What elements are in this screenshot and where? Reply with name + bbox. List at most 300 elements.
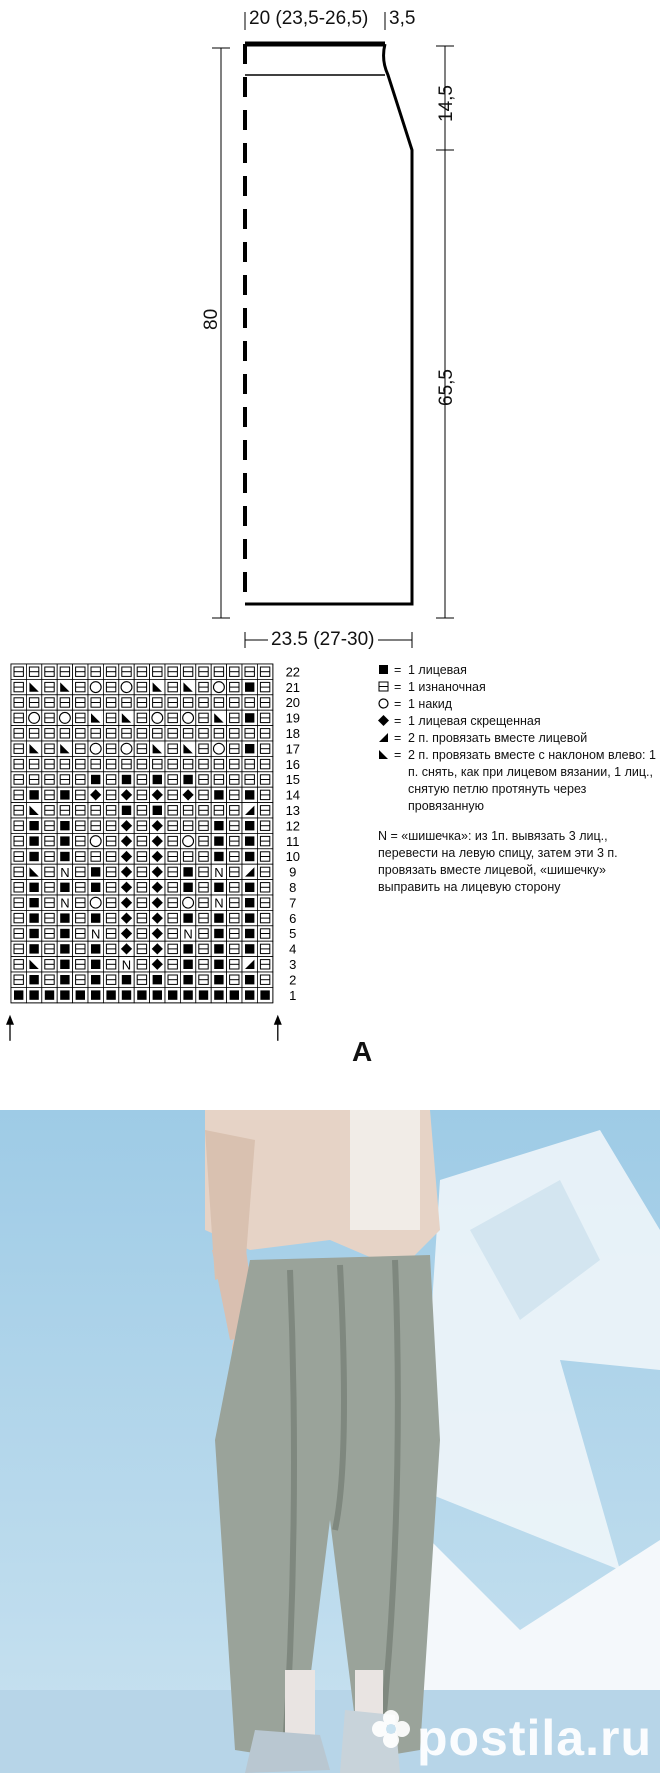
skirt-photo <box>0 1110 660 1773</box>
chart-cell <box>242 679 257 694</box>
chart-cell <box>11 864 26 879</box>
chart-cell <box>227 741 242 756</box>
chart-cell <box>57 880 72 895</box>
chart-cell <box>150 833 165 848</box>
chart-cell <box>196 957 211 972</box>
chart-cell <box>73 849 88 864</box>
chart-cell <box>119 941 134 956</box>
chart-cell <box>11 772 26 787</box>
row-number: 6 <box>289 910 297 926</box>
chart-cell <box>42 756 57 771</box>
chart-cell <box>88 787 103 802</box>
chart-cell <box>150 849 165 864</box>
chart-cell <box>57 941 72 956</box>
legend-item <box>376 730 658 747</box>
legend-item <box>376 696 658 713</box>
chart-cell <box>257 803 272 818</box>
chart-cell <box>11 710 26 725</box>
chart-cell <box>11 987 26 1002</box>
chart-cell <box>88 910 103 925</box>
chart-cell <box>227 880 242 895</box>
chart-cell <box>211 664 226 679</box>
chart-cell <box>11 895 26 910</box>
chart-cell <box>196 849 211 864</box>
legend-equals: = <box>394 697 402 711</box>
chart-cell <box>119 880 134 895</box>
chart-cell <box>103 910 118 925</box>
chart-cell <box>103 895 118 910</box>
chart-cell <box>257 910 272 925</box>
row-number: 18 <box>285 726 301 741</box>
chart-cell <box>180 726 195 741</box>
chart-cell <box>227 772 242 787</box>
chart-cell <box>180 756 195 771</box>
chart-cell <box>42 957 57 972</box>
chart-cell <box>119 803 134 818</box>
chart-cell <box>257 895 272 910</box>
chart-cell <box>134 833 149 848</box>
chart-cell <box>57 726 72 741</box>
chart-cell <box>196 726 211 741</box>
chart-cell <box>150 987 165 1002</box>
chart-cell <box>257 664 272 679</box>
chart-cell <box>180 849 195 864</box>
chart-cell <box>211 726 226 741</box>
chart-cell <box>211 987 226 1002</box>
chart-cell <box>165 710 180 725</box>
chart-cell <box>103 679 118 694</box>
chart-cell <box>26 880 41 895</box>
chart-cell <box>26 756 41 771</box>
chart-cell <box>227 756 242 771</box>
diamond-icon <box>376 713 394 728</box>
chart-cell <box>211 849 226 864</box>
chart-cell <box>211 818 226 833</box>
chart-cell <box>57 710 72 725</box>
chart-cell <box>257 833 272 848</box>
chart-cell <box>26 679 41 694</box>
chart-cell <box>227 833 242 848</box>
svg-text:N: N <box>60 864 70 880</box>
chart-cell <box>211 957 226 972</box>
chart-cell <box>196 818 211 833</box>
chart-cell <box>257 679 272 694</box>
chart-cell <box>211 972 226 987</box>
chart-cell <box>227 787 242 802</box>
chart-cell <box>211 695 226 710</box>
chart-cell <box>42 726 57 741</box>
chart-cell <box>57 849 72 864</box>
chart-cell <box>42 972 57 987</box>
chart-cell <box>150 710 165 725</box>
chart-cell <box>11 833 26 848</box>
chart-cell <box>88 941 103 956</box>
chart-cell <box>227 664 242 679</box>
row-number: 9 <box>289 864 297 880</box>
chart-cell <box>119 864 134 879</box>
taper-height-label: 14,5 <box>436 85 457 122</box>
chart-cell <box>242 987 257 1002</box>
chart-cell <box>119 957 134 973</box>
chart-cell <box>26 833 41 848</box>
chart-cell <box>257 726 272 741</box>
chart-cell <box>88 957 103 972</box>
chart-cell <box>257 756 272 771</box>
chart-cell <box>73 941 88 956</box>
chart-cell <box>57 987 72 1002</box>
chart-cell <box>134 972 149 987</box>
chart-cell <box>88 803 103 818</box>
chart-cell <box>57 803 72 818</box>
chart-cell <box>11 679 26 694</box>
chart-cell <box>180 710 195 725</box>
chart-cell <box>119 679 134 694</box>
chart-cell <box>196 895 211 910</box>
chart-cell <box>73 895 88 910</box>
chart-cell <box>42 695 57 710</box>
bottom-width-label: 23.5 (27-30) <box>268 629 378 651</box>
row-number: 7 <box>289 895 297 911</box>
chart-cell <box>73 726 88 741</box>
chart-cell <box>257 941 272 956</box>
chart-cell <box>26 926 41 941</box>
chart-cell <box>57 756 72 771</box>
chart-cell <box>42 880 57 895</box>
chart-cell <box>180 895 195 910</box>
chart-cell <box>11 926 26 941</box>
chart-cell <box>242 926 257 941</box>
chart-cell <box>242 756 257 771</box>
chart-cell <box>103 710 118 725</box>
chart-cell <box>11 664 26 679</box>
chart-cell <box>11 849 26 864</box>
chart-cell <box>134 664 149 679</box>
legend-text: 2 п. провязать вместе лицевой <box>408 731 588 745</box>
row-number: 11 <box>286 833 300 849</box>
chart-cell <box>180 772 195 787</box>
chart-cell <box>119 741 134 756</box>
chart-cell <box>134 957 149 972</box>
chart-cell <box>26 726 41 741</box>
chart-cell <box>11 756 26 771</box>
chart-cell <box>42 818 57 833</box>
chart-cell <box>165 772 180 787</box>
chart-cell <box>88 864 103 879</box>
legend-text: 1 изнаночная <box>408 680 486 694</box>
chart-cell <box>242 880 257 895</box>
chart-cell <box>26 741 41 756</box>
chart-cell <box>150 741 165 756</box>
chart-cell <box>42 849 57 864</box>
bobble-note: N = «шишечка»: из 1п. вывязать 3 лиц., перевести на левую спицу, затем эти 3 п. провязать вместе лицевой, «шишечку» выправить на лицевую сторону <box>378 829 618 894</box>
legend <box>376 662 658 815</box>
chart-cell <box>11 803 26 818</box>
chart-cell <box>196 772 211 787</box>
chart-cell <box>150 803 165 818</box>
chart-cell <box>257 772 272 787</box>
chart-cell <box>119 756 134 771</box>
chart-cell <box>180 957 195 972</box>
row-number: 4 <box>289 941 297 957</box>
watermark <box>371 1709 652 1767</box>
chart-cell <box>119 910 134 925</box>
chart-cell <box>11 787 26 802</box>
chart-cell <box>150 772 165 787</box>
skirt-schematic <box>0 0 660 650</box>
chart-cell <box>103 803 118 818</box>
chart-cell <box>119 772 134 787</box>
chart-cell <box>42 941 57 956</box>
chart-cell <box>103 741 118 756</box>
chart-cell <box>242 864 257 879</box>
chart-cell <box>42 910 57 925</box>
chart-cell <box>26 864 41 879</box>
chart-cell <box>227 926 242 941</box>
top-side-label: 3,5 <box>389 8 416 29</box>
chart-cell <box>257 849 272 864</box>
chart-cell <box>57 864 72 880</box>
chart-cell <box>211 910 226 925</box>
chart-cell <box>26 972 41 987</box>
chart-cell <box>150 941 165 956</box>
chart-cell <box>26 803 41 818</box>
chart-cell <box>211 772 226 787</box>
chart-cell <box>134 695 149 710</box>
chart-cell <box>134 756 149 771</box>
chart-cell <box>150 880 165 895</box>
chart-cell <box>211 803 226 818</box>
chart-cell <box>119 972 134 987</box>
chart-cell <box>119 849 134 864</box>
chart-cell <box>11 726 26 741</box>
arrow-up-icon <box>6 1015 14 1041</box>
chart-cell <box>180 910 195 925</box>
chart-cell <box>42 987 57 1002</box>
chart-cell <box>165 803 180 818</box>
legend-text: 2 п. провязать вместе с наклоном влево: 1 п. снять, как при лицевом вязании, 1 лиц., снятую петлю протянуть через провязанную <box>408 748 656 813</box>
row-number: 14 <box>285 787 301 803</box>
chart-cell <box>26 849 41 864</box>
chart-cell <box>257 818 272 833</box>
chart-cell <box>242 772 257 787</box>
chart-cell <box>57 818 72 833</box>
chart-cell <box>242 787 257 802</box>
chart-cell <box>180 695 195 710</box>
chart-cell <box>196 972 211 987</box>
chart-cell <box>103 972 118 987</box>
row-number: 2 <box>289 972 297 988</box>
chart-cell <box>150 695 165 710</box>
chart-cell <box>134 849 149 864</box>
row-number: 5 <box>289 926 297 942</box>
legend-equals: = <box>394 680 402 694</box>
chart-cell <box>88 679 103 694</box>
chart-cell <box>196 679 211 694</box>
chart-cell <box>227 849 242 864</box>
chart-cell <box>88 926 103 942</box>
chart-cell <box>42 895 57 910</box>
chart-cell <box>57 926 72 941</box>
chart-cell <box>196 803 211 818</box>
legend-item <box>376 679 658 696</box>
row-number: 13 <box>285 803 301 818</box>
chart-cell <box>73 772 88 787</box>
legend-text: 1 накид <box>408 697 453 711</box>
triangle-right-icon <box>376 730 394 745</box>
chart-cell <box>242 833 257 848</box>
chart-cell <box>257 957 272 972</box>
chart-cell <box>211 787 226 802</box>
row-number: 1 <box>289 987 297 1003</box>
chart-cell <box>227 910 242 925</box>
chart-cell <box>57 972 72 987</box>
chart-cell <box>180 833 195 848</box>
chart-cell <box>88 695 103 710</box>
chart-cell <box>196 926 211 941</box>
chart-cell <box>227 695 242 710</box>
chart-cell <box>57 695 72 710</box>
chart-cell <box>42 679 57 694</box>
chart-cell <box>73 910 88 925</box>
chart-cell <box>134 926 149 941</box>
chart-cell <box>42 833 57 848</box>
chart-cell <box>88 833 103 848</box>
chart-cell <box>103 957 118 972</box>
chart-cell <box>88 987 103 1002</box>
chart-cell <box>257 987 272 1002</box>
svg-text:N: N <box>183 926 193 942</box>
chart-cell <box>257 880 272 895</box>
svg-text:N: N <box>214 864 224 880</box>
chart-cell <box>57 910 72 925</box>
row-number: 22 <box>285 664 301 680</box>
chart-cell <box>103 756 118 771</box>
chart-cell <box>165 987 180 1002</box>
watermark-text: postila.ru <box>416 1710 652 1766</box>
triangle-left-icon <box>376 747 394 762</box>
chart-cell <box>150 910 165 925</box>
chart-cell <box>227 972 242 987</box>
svg-text:N: N <box>91 926 101 942</box>
row-number: 21 <box>285 679 301 695</box>
chart-cell <box>42 926 57 941</box>
chart-cell <box>119 695 134 710</box>
height-total-label: 80 <box>201 308 222 330</box>
chart-cell <box>196 880 211 895</box>
chart-cell <box>211 756 226 771</box>
chart-cell <box>165 664 180 679</box>
top-width-label: 20 (23,5-26,5) <box>249 8 369 29</box>
legend-equals: = <box>394 663 402 677</box>
chart-cell <box>180 664 195 679</box>
chart-cell <box>73 695 88 710</box>
chart-cell <box>196 710 211 725</box>
chart-cell <box>180 787 195 802</box>
chart-cell <box>150 895 165 910</box>
chart-cell <box>196 756 211 771</box>
chart-cell <box>57 957 72 972</box>
chart-cell <box>134 772 149 787</box>
chart-cell <box>150 679 165 694</box>
chart-cell <box>196 664 211 679</box>
chart-cell <box>165 818 180 833</box>
chart-cell <box>11 972 26 987</box>
legend-equals: = <box>394 714 402 728</box>
chart-cell <box>211 895 226 911</box>
chart-cell <box>88 710 103 725</box>
chart-cell <box>103 987 118 1002</box>
chart-cell <box>165 849 180 864</box>
chart-cell <box>165 726 180 741</box>
chart-cell <box>165 756 180 771</box>
chart-cell <box>73 803 88 818</box>
chart-cell <box>227 987 242 1002</box>
row-number: 10 <box>285 849 301 865</box>
chart-cell <box>165 941 180 956</box>
chart-cell <box>134 941 149 956</box>
chart-cell <box>11 741 26 756</box>
chart-cell <box>211 864 226 880</box>
chart-cell <box>88 895 103 910</box>
chart-cell <box>119 787 134 802</box>
chart-cell <box>134 803 149 818</box>
chart-cell <box>196 787 211 802</box>
chart-cell <box>211 926 226 941</box>
chart-cell <box>119 926 134 941</box>
chart-cell <box>211 710 226 725</box>
chart-cell <box>26 664 41 679</box>
chart-cell <box>150 926 165 941</box>
filled-square-icon <box>376 662 394 677</box>
svg-text:N: N <box>121 957 132 973</box>
chart-cell <box>150 756 165 771</box>
flower-logo-icon <box>371 1719 411 1759</box>
chart-cell <box>211 941 226 956</box>
legend-item <box>376 662 658 679</box>
chart-cell <box>134 818 149 833</box>
chart-cell <box>242 695 257 710</box>
chart-cell <box>150 957 165 972</box>
chart-cell <box>42 787 57 802</box>
chart-label: A <box>352 1036 373 1067</box>
chart-cell <box>119 987 134 1002</box>
chart-cell <box>26 772 41 787</box>
chart-cell <box>57 833 72 848</box>
chart-cell <box>227 864 242 879</box>
chart-cell <box>165 972 180 987</box>
chart-cell <box>26 695 41 710</box>
chart-cell <box>134 679 149 694</box>
chart-cell <box>134 987 149 1002</box>
chart-cell <box>180 803 195 818</box>
chart-cell <box>150 664 165 679</box>
chart-cell <box>211 833 226 848</box>
chart-cell <box>227 726 242 741</box>
chart-cell <box>103 941 118 956</box>
chart-cell <box>257 864 272 879</box>
chart-cell <box>103 818 118 833</box>
chart-cell <box>103 726 118 741</box>
chart-cell <box>88 756 103 771</box>
chart-cell <box>73 818 88 833</box>
chart-cell <box>119 895 134 910</box>
chart-cell <box>73 833 88 848</box>
chart-cell <box>103 864 118 879</box>
chart-cell <box>88 726 103 741</box>
chart-cell <box>242 741 257 756</box>
chart-cell <box>257 972 272 987</box>
chart-cell <box>242 818 257 833</box>
